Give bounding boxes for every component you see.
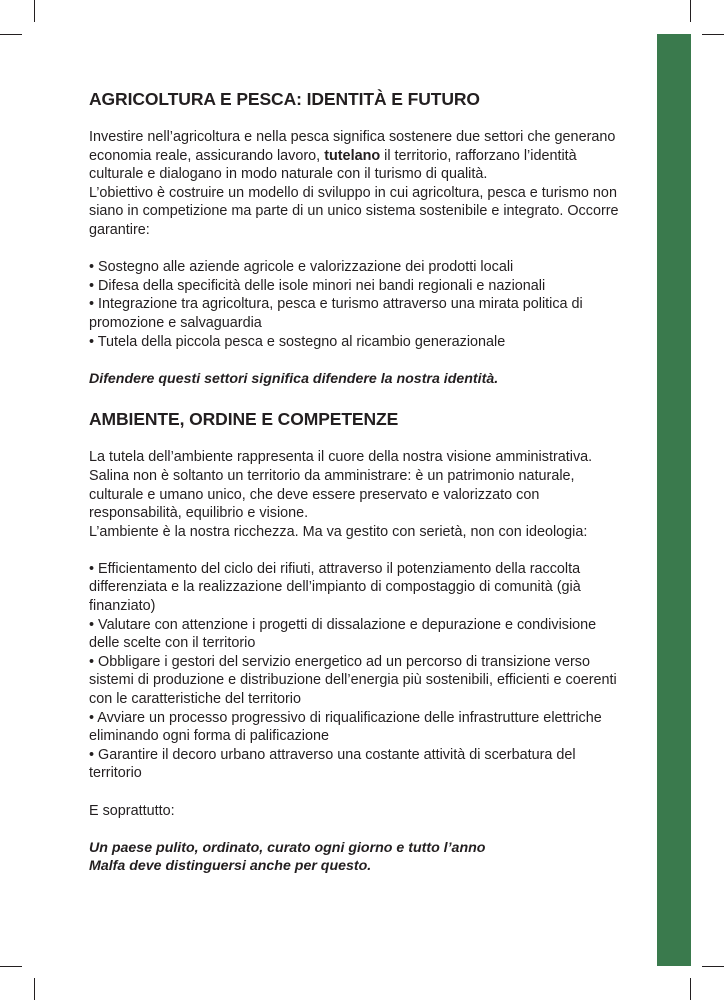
section1-objective: L’obiettivo è costruire un modello di sviluppo in cui agricoltura, pesca e turismo non siano in competizione ma parte di un unico sistema sostenibile e integrato. Occorre garantire: bbox=[89, 184, 619, 238]
section1-intro: Investire nell’agricoltura e nella pesca significa sostenere due settori che generano economia reale, assicurando lavoro, tutelano il territorio, rafforzano l’identità culturale e dialogano in modo naturale con il turismo di qualità. bbox=[89, 129, 616, 183]
section2-bullets bbox=[89, 560, 629, 783]
list-item: • Avviare un processo progressivo di riqualificazione delle infrastrutture elettriche eliminando ogni forma di palificazione bbox=[89, 709, 602, 745]
section2-lead: E soprattutto: bbox=[89, 802, 175, 819]
section2-closing-1: Un paese pulito, ordinato, curato ogni giorno e tutto l’anno bbox=[89, 839, 486, 856]
section2-intro-2: L’ambiente è la nostra ricchezza. Ma va gestito con serietà, non con ideologia: bbox=[89, 523, 588, 540]
list-item: • Valutare con attenzione i progetti di dissalazione e depurazione e condivisione delle scelte con il territorio bbox=[89, 616, 597, 652]
crop-mark-top-left bbox=[34, 0, 35, 22]
side-green-bar bbox=[657, 34, 691, 966]
list-item: • Garantire il decoro urbano attraverso una costante attività di scerbatura del territorio bbox=[89, 746, 576, 782]
crop-mark-bottom-left bbox=[34, 978, 35, 1000]
section-title-ambiente: AMBIENTE, ORDINE E COMPETENZE bbox=[89, 409, 399, 430]
list-item: • Sostegno alle aziende agricole e valorizzazione dei prodotti locali bbox=[89, 259, 514, 276]
crop-mark-top-right bbox=[690, 0, 691, 22]
section2-closing-2: Malfa deve distinguersi anche per questo. bbox=[89, 858, 372, 875]
page-content bbox=[89, 88, 629, 876]
list-item: • Tutela della piccola pesca e sostegno al ricambio generazionale bbox=[89, 333, 506, 350]
crop-mark-bottom-right-h bbox=[702, 966, 724, 967]
crop-mark-bottom-left-h bbox=[0, 966, 22, 967]
list-item: • Efficientamento del ciclo dei rifiuti, attraverso il potenziamento della raccolta differenziata e la realizzazione dell’impianto di compostaggio di comunità (già finanziato) bbox=[89, 560, 581, 615]
list-item: • Obbligare i gestori del servizio energetico ad un percorso di transizione verso sistemi di produzione e distribuzione dell’energia più sostenibili, efficienti e coerenti con le caratteristiche del territorio bbox=[89, 653, 617, 708]
bold-word-tutelano: tutelano bbox=[324, 147, 381, 164]
crop-mark-top-right-h bbox=[702, 34, 724, 35]
list-item: • Integrazione tra agricoltura, pesca e turismo attraverso una mirata politica di promozione e salvaguardia bbox=[89, 296, 583, 331]
crop-mark-bottom-right bbox=[690, 978, 691, 1000]
section2-intro: La tutela dell’ambiente rappresenta il cuore della nostra visione amministrativa. Salina non è soltanto un territorio da amministrare: è un patrimonio naturale, culturale e umano unico, che deve essere preservato e valorizzato con responsabilità, equilibrio e visione. bbox=[89, 449, 593, 522]
section-title-agricoltura: AGRICOLTURA E PESCA: IDENTITÀ E FUTURO bbox=[89, 89, 480, 109]
section1-closing: Difendere questi settori significa difendere la nostra identità. bbox=[89, 370, 499, 387]
list-item: • Difesa della specificità delle isole minori nei bandi regionali e nazionali bbox=[89, 277, 546, 294]
section1-bullets bbox=[89, 258, 629, 351]
crop-mark-top-left-h bbox=[0, 34, 22, 35]
